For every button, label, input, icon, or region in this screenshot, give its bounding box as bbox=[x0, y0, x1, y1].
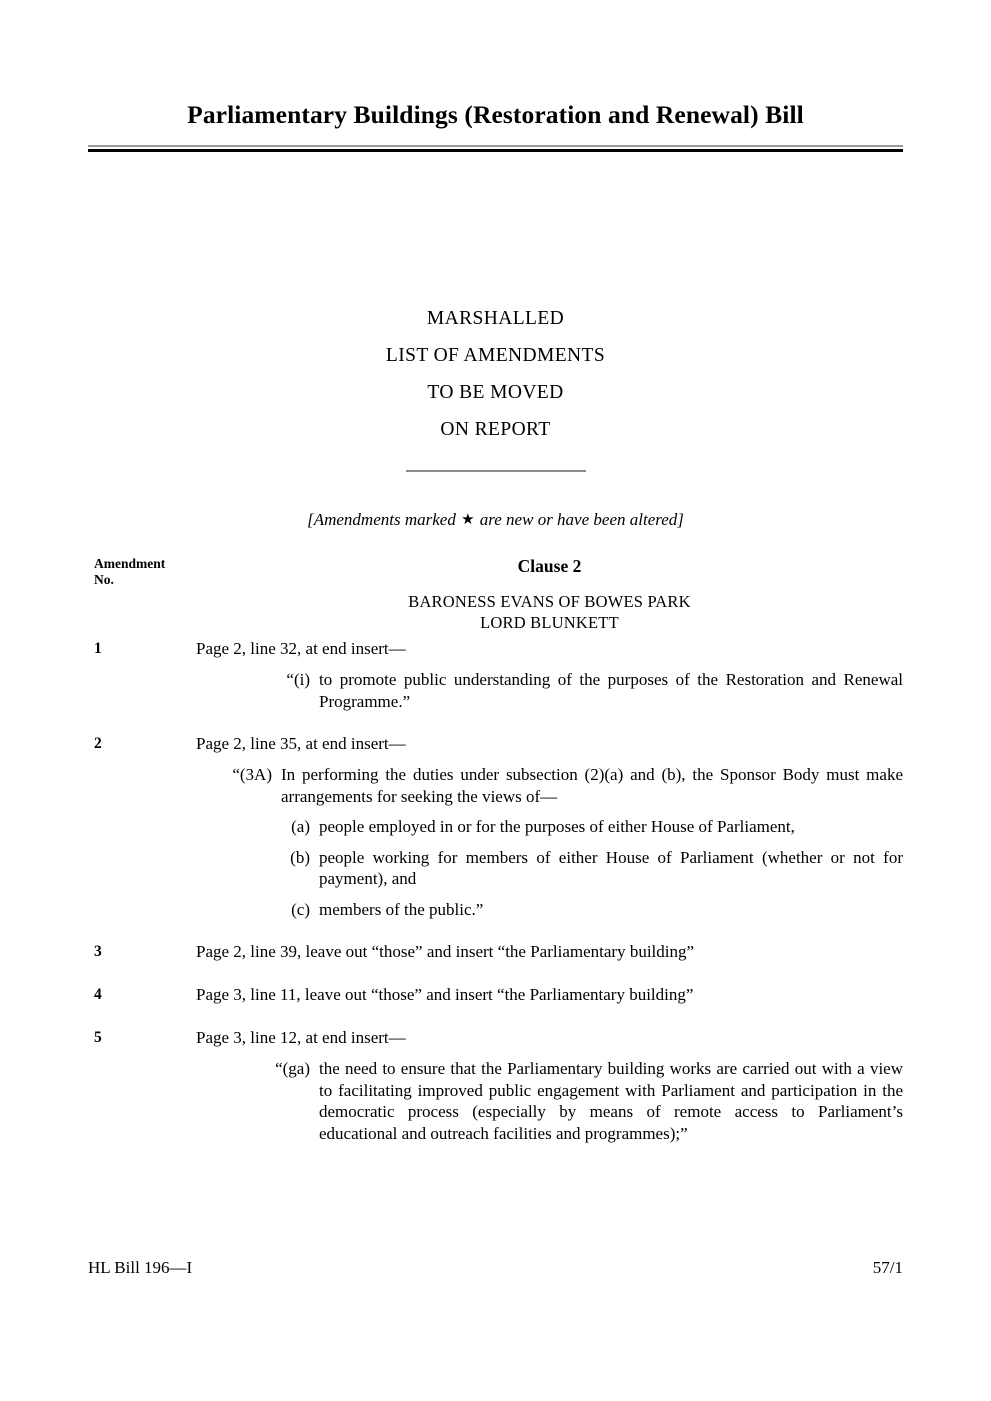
amendment-instruction: Page 3, line 11, leave out “those” and insert “the Parliamentary building” bbox=[196, 985, 694, 1004]
sponsor-list bbox=[196, 591, 903, 633]
sponsor-name: LORD BLUNKETT bbox=[480, 613, 619, 632]
amendment-instruction: Page 3, line 12, at end insert— bbox=[196, 1028, 406, 1047]
title-divider bbox=[88, 145, 903, 152]
paragraph-text: members of the public.” bbox=[319, 899, 484, 919]
divider-thin-rule bbox=[88, 145, 903, 147]
amendment-number: 5 bbox=[94, 1029, 102, 1046]
paragraph-text: people employed in or for the purposes of either House of Parliament, bbox=[319, 817, 795, 836]
paragraph-label: “(3A) bbox=[232, 765, 272, 784]
note-prefix: [Amendments marked bbox=[307, 510, 461, 529]
heading-line-on-report: ON REPORT bbox=[440, 419, 551, 440]
heading-line-list-of-amendments: LIST OF AMENDMENTS bbox=[385, 345, 606, 366]
amendment-number: 1 bbox=[94, 640, 102, 657]
amendment-number: 3 bbox=[94, 943, 102, 960]
amendment-paragraph bbox=[196, 1058, 903, 1144]
heading-separator-rule bbox=[406, 470, 586, 472]
amendments-list bbox=[0, 638, 991, 1165]
heading-line-to-be-moved: TO BE MOVED bbox=[427, 382, 564, 403]
amendment-paragraph bbox=[196, 847, 903, 890]
page-footer bbox=[88, 1258, 903, 1278]
amendment-entry bbox=[0, 733, 991, 920]
star-icon: ★ bbox=[461, 512, 475, 528]
column-header-line2: No. bbox=[94, 571, 114, 587]
paragraph-label: (a) bbox=[291, 817, 310, 836]
note-suffix: are new or have been altered] bbox=[475, 510, 684, 529]
title-block bbox=[88, 100, 903, 152]
amendments-marked-note bbox=[88, 510, 903, 530]
amendment-number: 2 bbox=[94, 735, 102, 752]
amendment-instruction: Page 2, line 39, leave out “those” and insert “the Parliamentary building” bbox=[196, 942, 695, 961]
amendment-instruction: Page 2, line 35, at end insert— bbox=[196, 734, 406, 753]
footer-bill-number: HL Bill 196—I bbox=[88, 1258, 193, 1277]
amendment-entry bbox=[0, 984, 991, 1006]
amendment-paragraph bbox=[196, 899, 903, 921]
sponsor-name: BARONESS EVANS OF BOWES PARK bbox=[408, 592, 691, 611]
paragraph-label: “(ga) bbox=[275, 1059, 310, 1078]
amendment-no-column-header bbox=[94, 556, 165, 587]
heading-line-marshalled: MARSHALLED bbox=[426, 308, 565, 329]
document-heading-block bbox=[88, 300, 903, 472]
paragraph-text: the need to ensure that the Parliamentary building works are carried out with a view to facilitating improved public engagement with Parliament and participation in the democratic process (especially by means of remote access to Parliament’s educational and outreach facilities and programmes);” bbox=[319, 1059, 903, 1143]
amendment-paragraph bbox=[196, 669, 903, 712]
amendment-body bbox=[196, 638, 903, 712]
amendment-paragraph bbox=[196, 764, 903, 807]
column-header-line1: Amendment bbox=[94, 556, 166, 571]
amendment-paragraph bbox=[196, 816, 903, 838]
amendment-body bbox=[196, 733, 903, 920]
footer-page-number: 57/1 bbox=[872, 1258, 903, 1277]
amendment-instruction: Page 2, line 32, at end insert— bbox=[196, 639, 406, 658]
amendment-body bbox=[196, 1027, 903, 1144]
amendment-entry bbox=[0, 1027, 991, 1144]
amendment-body bbox=[196, 984, 903, 1006]
paragraph-text: In performing the duties under subsection (2)(a) and (b), the Sponsor Body must make arrangements for seeking the views of— bbox=[281, 765, 903, 806]
amendment-entry bbox=[0, 638, 991, 712]
paragraph-label: (c) bbox=[291, 899, 310, 919]
page-title: Parliamentary Buildings (Restoration and Renewal) Bill bbox=[187, 100, 804, 129]
paragraph-label: (b) bbox=[290, 847, 310, 867]
paragraph-label: “(i) bbox=[286, 670, 310, 689]
paragraph-text: to promote public understanding of the purposes of the Restoration and Renewal Programme.” bbox=[319, 670, 903, 711]
clause-heading: Clause 2 bbox=[517, 556, 582, 576]
amendment-number: 4 bbox=[94, 986, 102, 1003]
paragraph-text: people working for members of either House of Parliament (whether or not for payment), and bbox=[319, 847, 903, 888]
amendment-body bbox=[196, 941, 903, 963]
divider-thick-rule bbox=[88, 149, 903, 152]
amendment-entry bbox=[0, 941, 991, 963]
